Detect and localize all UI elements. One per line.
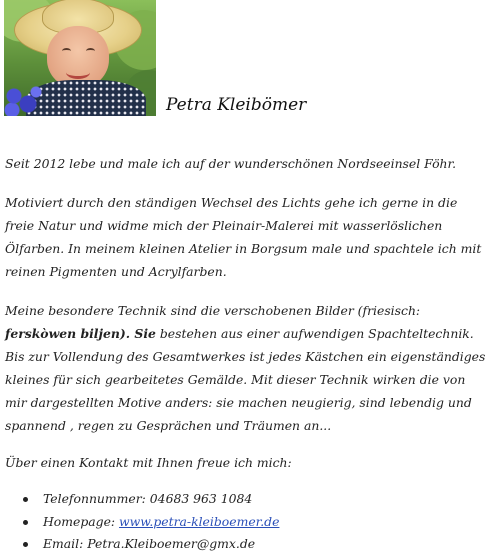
frisian-term: ferskòwen biljen). Sie (5, 326, 156, 341)
biography-text (5, 152, 486, 556)
phone-number: 04683 963 1084 (149, 491, 253, 506)
email-address: Petra.Kleiboemer@gmx.de (87, 536, 256, 551)
portrait-photo (4, 0, 156, 116)
homepage-label: Homepage: (43, 513, 120, 529)
homepage-link[interactable]: www.petra-kleiboemer.de (119, 513, 280, 529)
bullet-icon (23, 497, 28, 502)
list-item-email (23, 533, 486, 556)
list-item-homepage (23, 511, 486, 534)
paragraph-text-part1: Meine besondere Technik sind die verschobenen Bilder (friesisch: (5, 303, 421, 318)
email-label: Email: (43, 536, 88, 551)
special-technique-paragraph (5, 299, 486, 437)
bullet-icon (23, 520, 28, 525)
profile-header (4, 0, 484, 116)
paragraph-text-part2: bestehen aus einer aufwendigen Spachteltechnik. Bis zur Vollendung des Gesamtwerkes ist jedes Kästchen ein eigenständiges kleines für sich gearbeitetes Gemälde. Mit dieser Technik wirken die von mir dargestellten Motive anders: sie machen neugierig, sind lebendig und spannend , regen zu Gesprächen und Träumen an... (5, 326, 486, 433)
technique-paragraph: Motiviert durch den ständigen Wechsel des Lichts gehe ich gerne in die freie Natur und widme mich der Pleinair-Malerei mit wasserlöslichen Ölfarben. In meinem kleinen Atelier in Borgsum male und spachtele ich mit reinen Pigmenten und Acrylfarben. (5, 195, 482, 279)
intro-paragraph: Seit 2012 lebe und male ich auf der wunderschönen Nordseeinsel Föhr. (5, 156, 457, 171)
artist-name: Petra Kleibömer (166, 95, 307, 115)
phone-label: Telefonnummer: (43, 491, 150, 506)
bullet-icon (23, 542, 28, 547)
contact-list (5, 488, 486, 556)
contact-intro: Über einen Kontakt mit Ihnen freue ich mich: (5, 455, 292, 470)
list-item-phone (23, 488, 486, 511)
